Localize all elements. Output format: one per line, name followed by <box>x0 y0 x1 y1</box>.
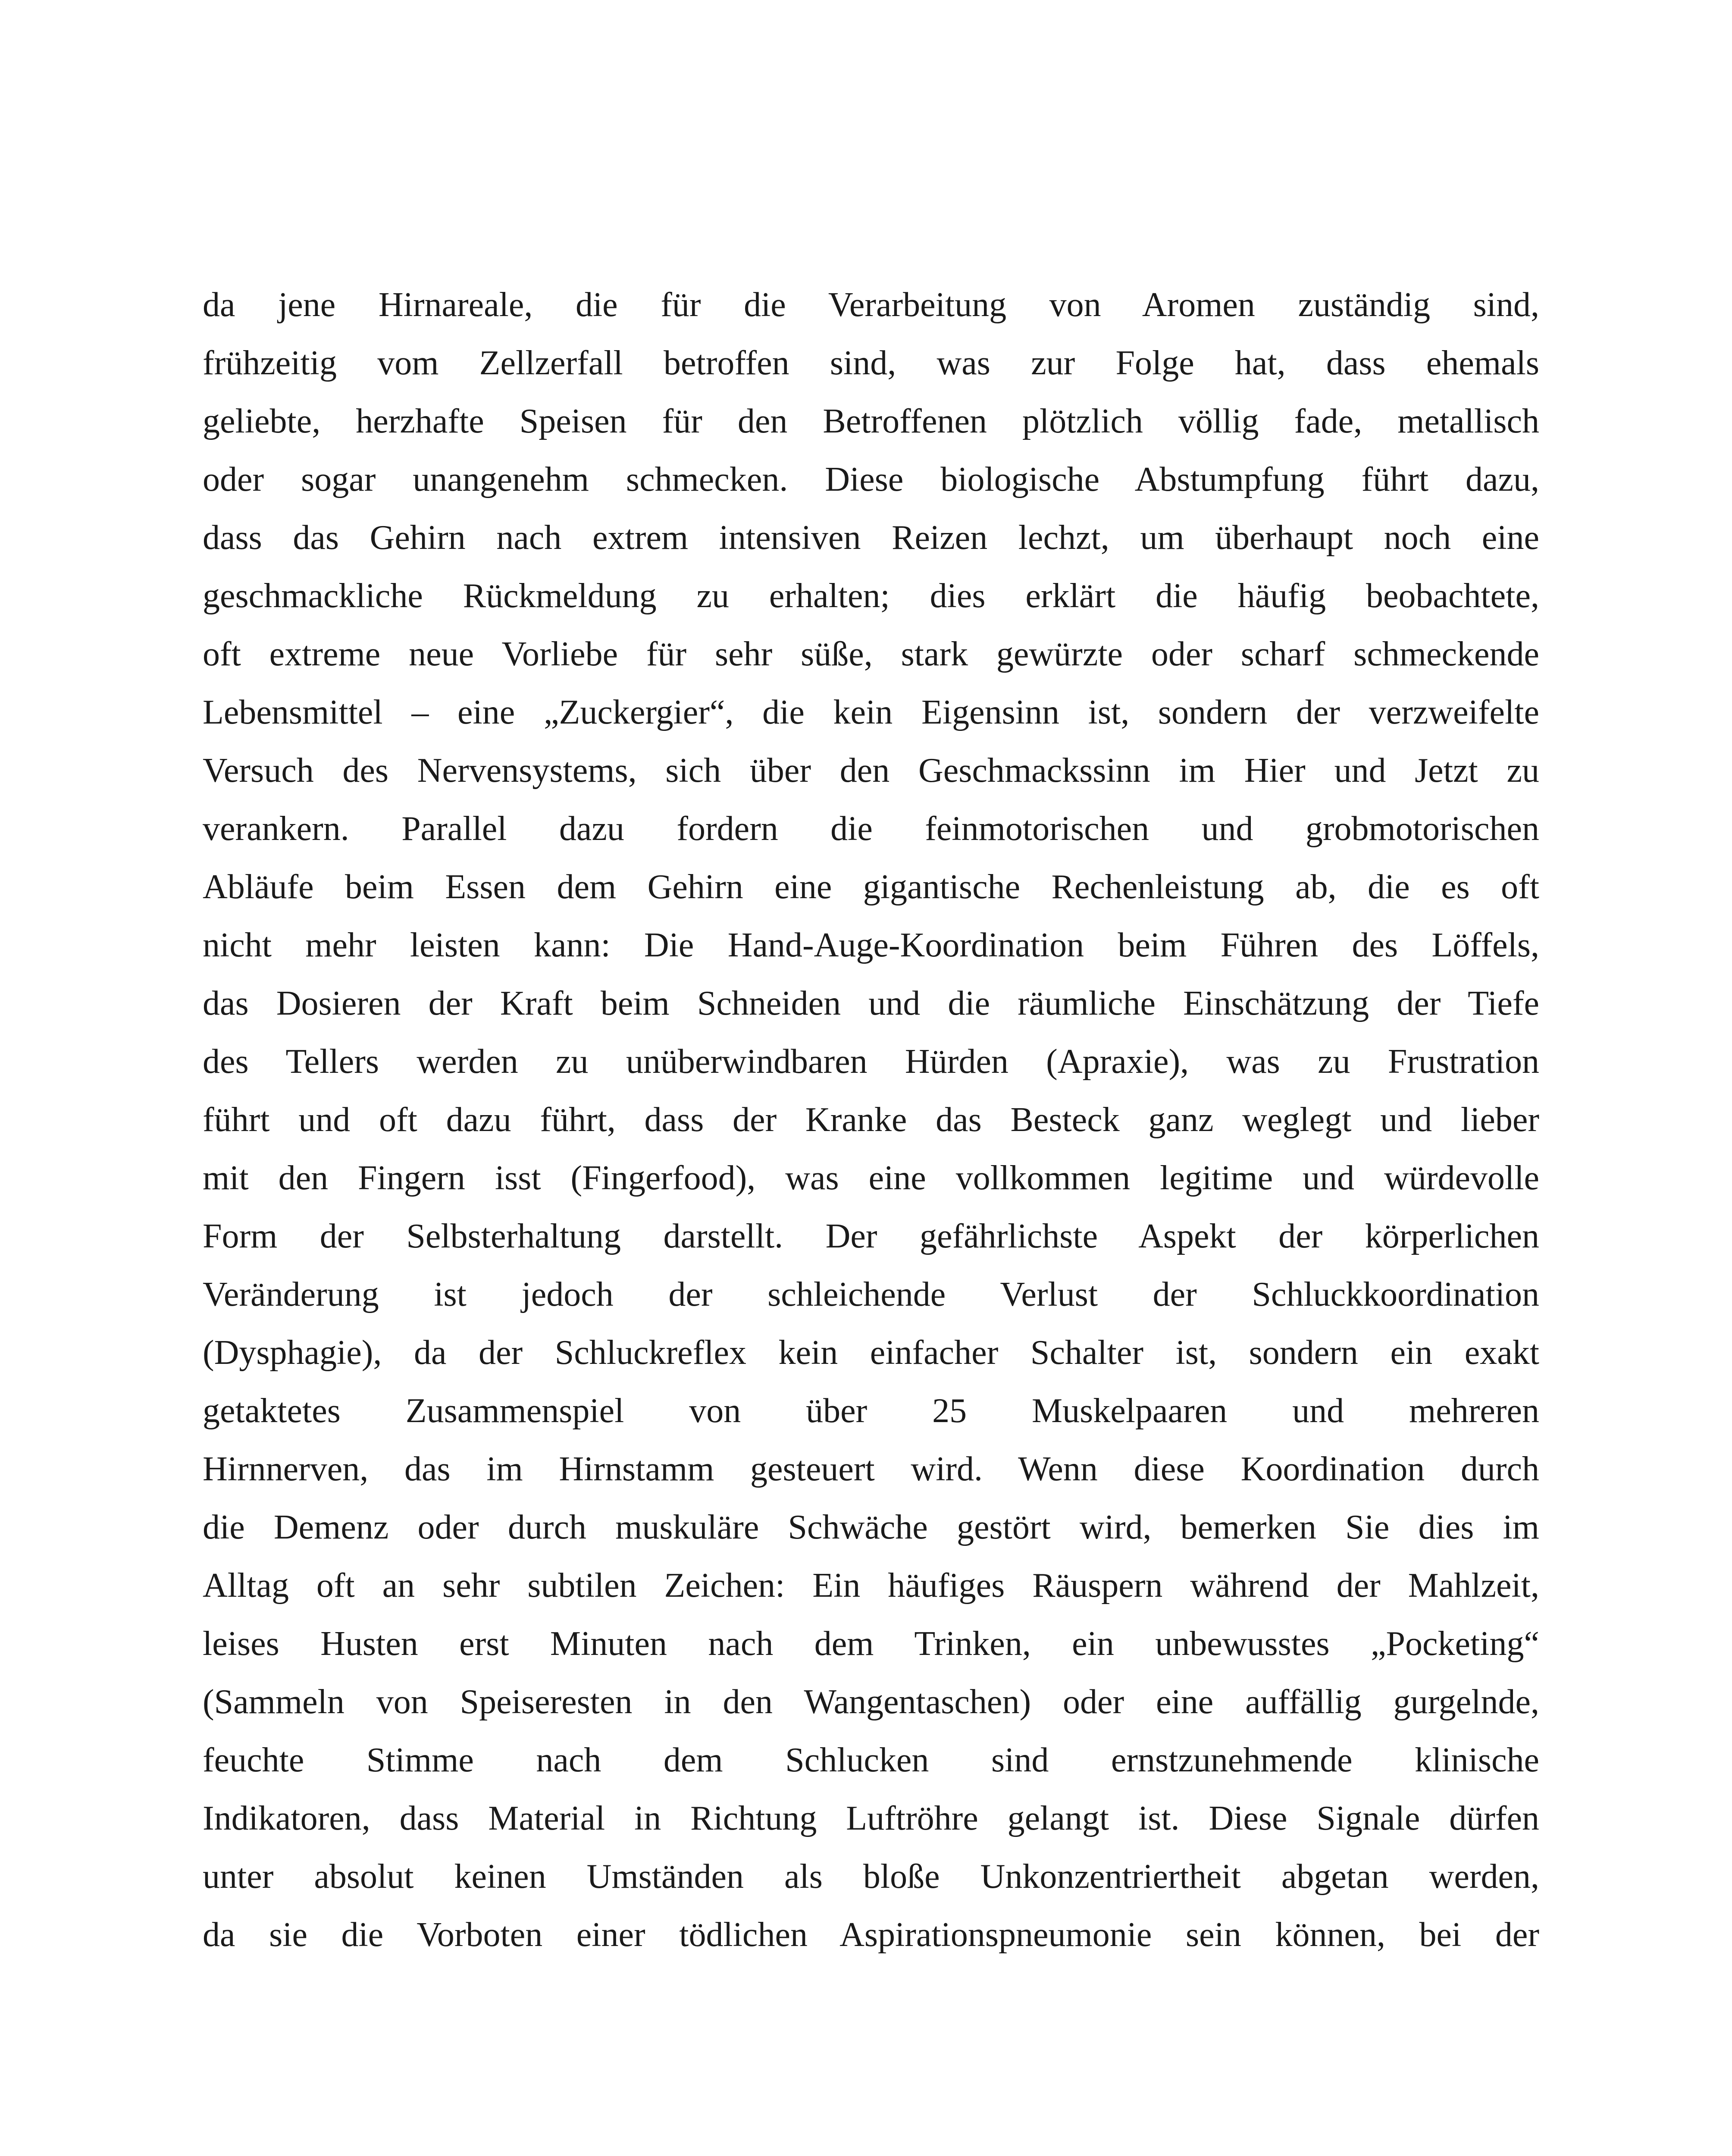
text-line: unter absolut keinen Umständen als bloße Unkonzentriertheit abgetan werden, <box>203 1858 1539 1896</box>
text-line: Versuch des Nervensystems, sich über den Geschmackssinn im Hier und Jetzt zu <box>203 752 1539 790</box>
text-line: führt und oft dazu führt, dass der Kranke das Besteck ganz weglegt und lieber <box>203 1101 1539 1139</box>
text-line: das Dosieren der Kraft beim Schneiden und die räumliche Einschätzung der Tiefe <box>203 984 1539 1022</box>
text-line: Abläufe beim Essen dem Gehirn eine gigantische Rechenleistung ab, die es oft <box>203 868 1539 906</box>
body-paragraph <box>203 276 1539 1964</box>
text-line: des Tellers werden zu unüberwindbaren Hürden (Apraxie), was zu Frustration <box>203 1043 1539 1081</box>
text-line: geliebte, herzhafte Speisen für den Betroffenen plötzlich völlig fade, metallisch <box>203 402 1539 440</box>
text-line: Lebensmittel – eine „Zuckergier“, die kein Eigensinn ist, sondern der verzweifelte <box>203 693 1539 731</box>
text-line: frühzeitig vom Zellzerfall betroffen sind, was zur Folge hat, dass ehemals <box>203 344 1539 382</box>
text-line: Hirnnerven, das im Hirnstamm gesteuert wird. Wenn diese Koordination durch <box>203 1450 1539 1488</box>
text-line: getaktetes Zusammenspiel von über 25 Muskelpaaren und mehreren <box>203 1392 1539 1430</box>
text-line: dass das Gehirn nach extrem intensiven Reizen lechzt, um überhaupt noch eine <box>203 519 1539 557</box>
text-line: die Demenz oder durch muskuläre Schwäche gestört wird, bemerken Sie dies im <box>203 1508 1539 1546</box>
text-line: (Sammeln von Speiseresten in den Wangentaschen) oder eine auffällig gurgelnde, <box>203 1683 1539 1721</box>
text-line: Alltag oft an sehr subtilen Zeichen: Ein häufiges Räuspern während der Mahlzeit, <box>203 1567 1539 1604</box>
text-line: Indikatoren, dass Material in Richtung Luftröhre gelangt ist. Diese Signale dürfen <box>203 1799 1539 1837</box>
text-line: Form der Selbsterhaltung darstellt. Der gefährlichste Aspekt der körperlichen <box>203 1217 1539 1255</box>
text-line: da jene Hirnareale, die für die Verarbeitung von Aromen zuständig sind, <box>203 286 1539 324</box>
text-line: oft extreme neue Vorliebe für sehr süße, stark gewürzte oder scharf schmeckende <box>203 635 1539 673</box>
text-line: mit den Fingern isst (Fingerfood), was eine vollkommen legitime und würdevolle <box>203 1159 1539 1197</box>
text-line: da sie die Vorboten einer tödlichen Aspirationspneumonie sein können, bei der <box>203 1916 1539 1954</box>
text-line: leises Husten erst Minuten nach dem Trinken, ein unbewusstes „Pocketing“ <box>203 1625 1539 1663</box>
text-line: feuchte Stimme nach dem Schlucken sind ernstzunehmende klinische <box>203 1741 1539 1779</box>
text-line: nicht mehr leisten kann: Die Hand-Auge-Koordination beim Führen des Löffels, <box>203 926 1539 964</box>
text-line: geschmackliche Rückmeldung zu erhalten; dies erklärt die häufig beobachtete, <box>203 577 1539 615</box>
text-line: (Dysphagie), da der Schluckreflex kein einfacher Schalter ist, sondern ein exakt <box>203 1334 1539 1372</box>
text-line: verankern. Parallel dazu fordern die feinmotorischen und grobmotorischen <box>203 810 1539 848</box>
text-line: oder sogar unangenehm schmecken. Diese biologische Abstumpfung führt dazu, <box>203 461 1539 498</box>
text-line: Veränderung ist jedoch der schleichende Verlust der Schluckkoordination <box>203 1275 1539 1313</box>
